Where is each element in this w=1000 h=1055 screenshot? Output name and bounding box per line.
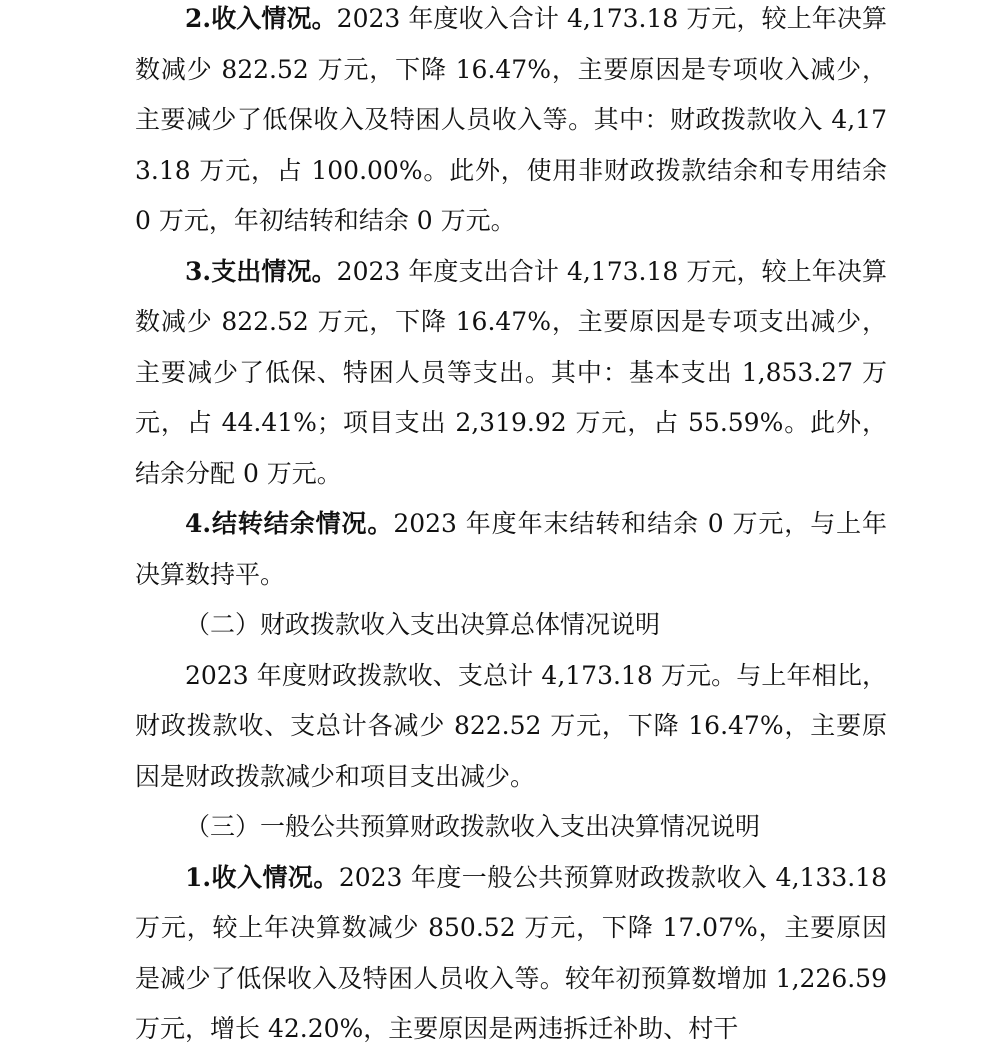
section-heading: （二）财政拨款收入支出决算总体情况说明 xyxy=(185,610,661,639)
paragraph-text: 2023 年度支出合计 4,173.18 万元，较上年决算数减少 822.52 万元，下降 16.47%，主要原因是专项支出减少，主要减少了低保、特困人员等支出。其中：基本支出 1,853.27 万元，占 44.41%；项目支出 2,319.92 万元，占 55.59%。此外，结余分配 0 万元。 xyxy=(135,256,887,488)
paragraph-label: 2.收入情况。 xyxy=(185,4,337,33)
paragraph-label: 1.收入情况。 xyxy=(185,862,339,892)
document-page xyxy=(135,0,887,1055)
general-budget-income-paragraph xyxy=(135,853,887,1055)
paragraph-text: 2023 年度年末结转和结余 0 万元，与上年决算数持平。 xyxy=(135,509,887,589)
section-paragraph: 2023 年度财政拨款收、支总计 4,173.18 万元。与上年相比，财政拨款收、支总计各减少 822.52 万元，下降 16.47%，主要原因是财政拨款减少和项目支出减少。 xyxy=(135,660,887,791)
paragraph-label: 3.支出情况。 xyxy=(185,256,337,286)
paragraph-label: 4.结转结余情况。 xyxy=(185,509,394,538)
section-heading: （三）一般公共预算财政拨款收入支出决算情况说明 xyxy=(185,812,761,841)
paragraph-text: 2023 年度收入合计 4,173.18 万元，较上年决算数减少 822.52 万元，下降 16.47%，主要原因是专项收入减少，主要减少了低保收入及特困人员收入等。其中：财政拨款收入 4,173.18 万元，占 100.00%。此外，使用非财政拨款结余和专用结余 0 万元，年初结转和结余 0 万元。 xyxy=(135,4,887,235)
income-paragraph xyxy=(135,0,887,247)
paragraph-text: 2023 年度一般公共预算财政拨款收入 4,133.18 万元，较上年决算数减少 850.52 万元，下降 17.07%，主要原因是减少了低保收入及特困人员收入等。较年初预算数增加 1,226.59 万元，增长 42.20%，主要原因是两违拆迁补助、村干 xyxy=(135,862,887,1043)
carryover-paragraph xyxy=(135,499,887,600)
expenditure-paragraph xyxy=(135,247,887,500)
